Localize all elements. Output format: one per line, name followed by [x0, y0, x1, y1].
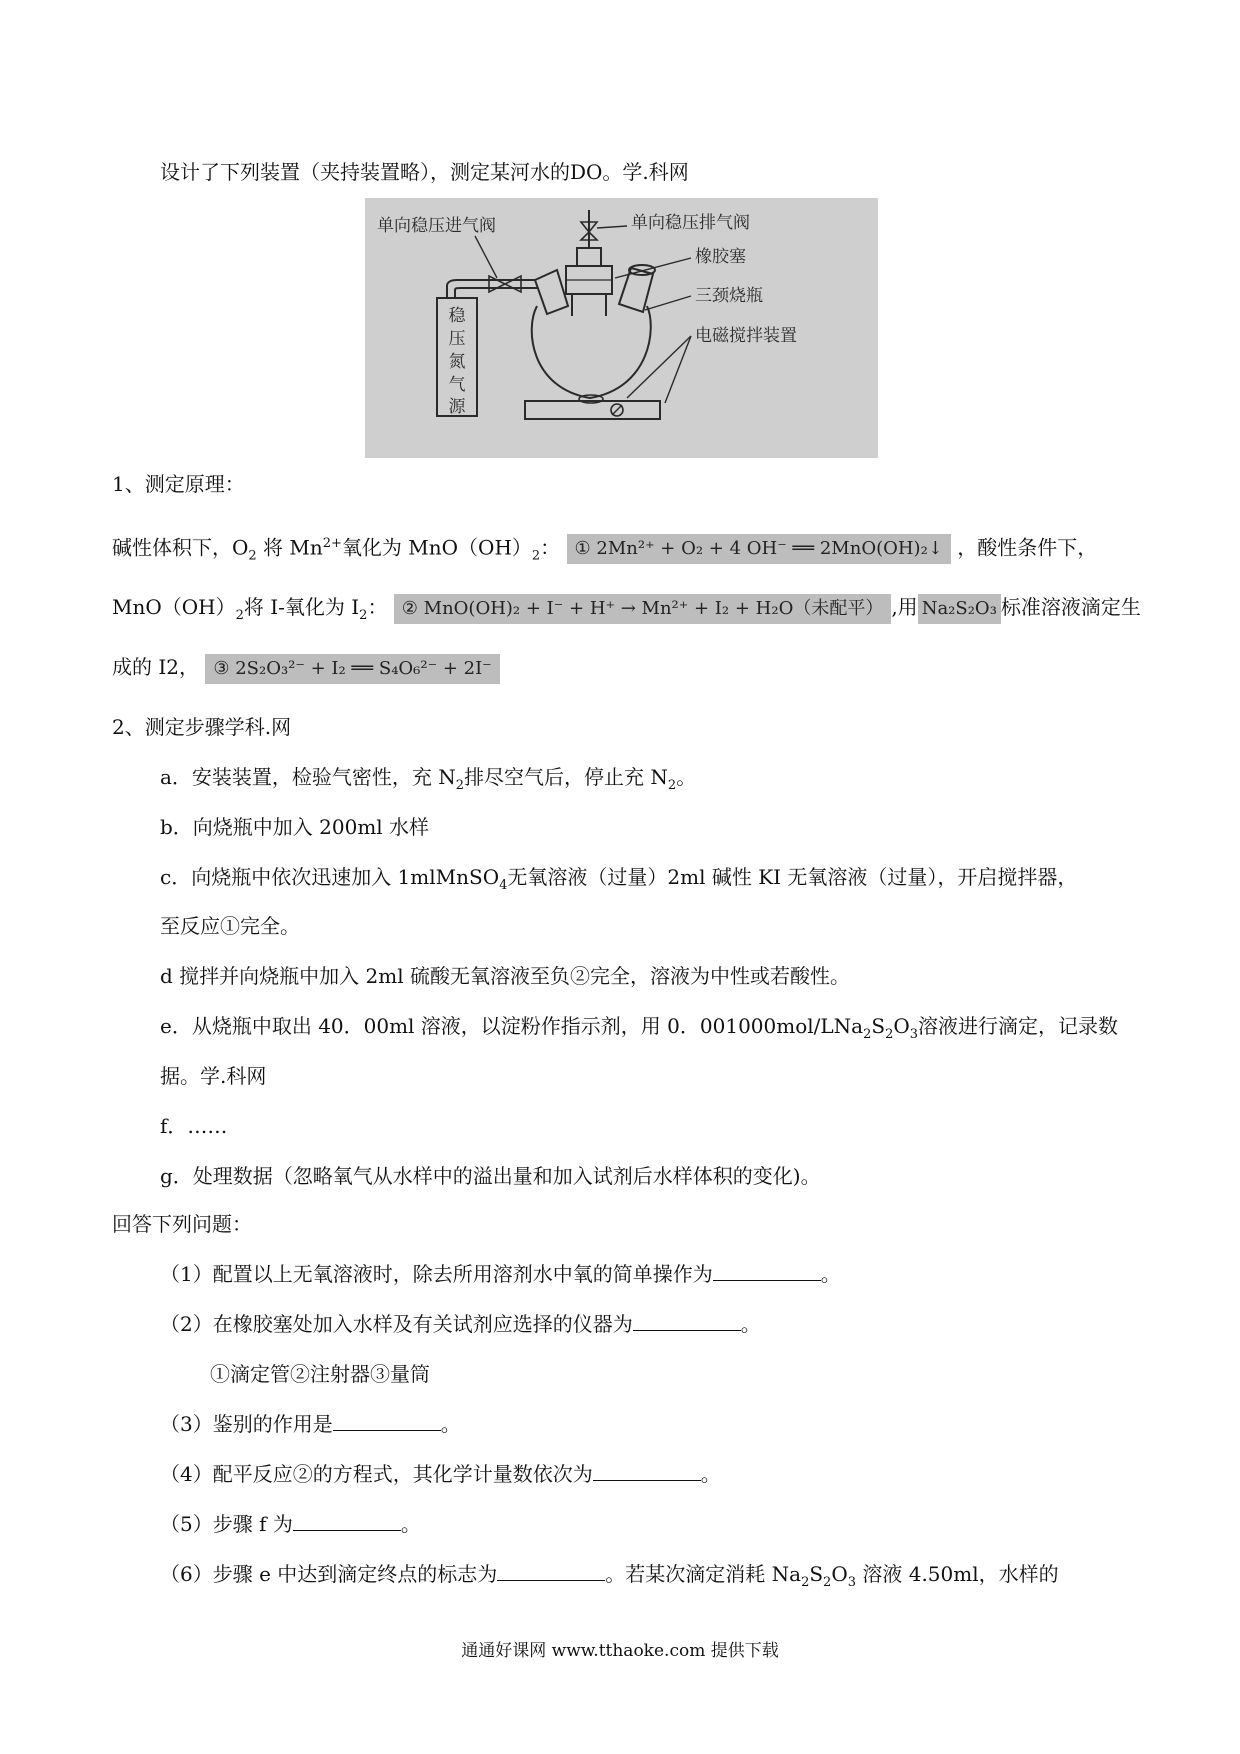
- text-run: ：: [540, 535, 561, 560]
- text-run: 。: [400, 1512, 421, 1536]
- section-2-title: 2、测定步骤学科.网: [112, 715, 292, 739]
- gas-source-char: 源: [448, 397, 466, 417]
- text-run: 。若某次滴定消耗 Na: [605, 1562, 802, 1586]
- text-run: 。: [740, 1312, 761, 1336]
- inlet-valve-label: 单向稳压进气阀: [377, 216, 496, 236]
- subscript: 3: [909, 1027, 919, 1042]
- text-run: 。: [676, 765, 697, 789]
- text-run: （4）配平反应②的方程式，其化学计量数依次为: [160, 1462, 593, 1486]
- stirrer-label: 电磁搅拌装置: [695, 326, 797, 346]
- principle-line-1: [112, 530, 1097, 571]
- question-5: [160, 1510, 421, 1538]
- subscript: 2: [531, 548, 541, 564]
- text-run: 。: [440, 1412, 461, 1436]
- gas-source-char: 压: [448, 329, 466, 349]
- subscript: 4: [499, 878, 508, 893]
- text-run: 排尽空气后，停止充 N: [464, 765, 668, 789]
- text-run: 溶液进行滴定，记录数: [918, 1014, 1119, 1038]
- page-footer: 通通好课网 www.tthaoke.com 提供下载: [461, 1641, 779, 1661]
- text-run: （6）步骤 e 中达到滴定终点的标志为: [160, 1562, 498, 1586]
- subscript: 2: [667, 778, 677, 793]
- subscript: 2: [885, 1027, 894, 1042]
- text-run: （5）步骤 f 为: [160, 1512, 293, 1536]
- questions-title: 回答下列问题：: [112, 1212, 252, 1236]
- text-run: ：: [367, 595, 388, 619]
- text-run: O: [893, 1014, 910, 1038]
- reagent-label: Na₂S₂O₃: [918, 594, 1001, 624]
- step-b: b．向烧瓶中加入 200ml 水样: [160, 815, 430, 839]
- gas-source-char: 氮: [448, 352, 466, 372]
- principle-line-2: [112, 593, 1141, 630]
- question-4: [160, 1460, 721, 1488]
- text-run: 成的 I2，: [112, 655, 199, 679]
- answer-blank[interactable]: [333, 1410, 441, 1431]
- subscript: 2: [801, 1575, 810, 1590]
- answer-blank[interactable]: [497, 1560, 605, 1581]
- answer-blank[interactable]: [593, 1460, 701, 1481]
- text-run: （2）在橡胶塞处加入水样及有关试剂应选择的仪器为: [160, 1312, 633, 1336]
- equation-3: ③ 2S₂O₃²⁻ + I₂ ══ S₄O₆²⁻ + 2I⁻: [205, 654, 499, 684]
- subscript: 2: [248, 548, 257, 564]
- apparatus-figure: [365, 198, 878, 458]
- text-run: （3）鉴别的作用是: [160, 1412, 333, 1436]
- question-2-options: ①滴定管②注射器③量筒: [210, 1362, 430, 1386]
- text-run: 。: [820, 1262, 841, 1286]
- text-run: 溶液 4.50ml，水样的: [856, 1562, 1059, 1586]
- subscript: 3: [847, 1575, 857, 1590]
- text-run: a．安装装置，检验气密性，充 N: [160, 765, 456, 789]
- subscript: 2: [235, 608, 244, 623]
- step-a: [160, 763, 696, 800]
- text-run: 将 Mn: [256, 535, 323, 560]
- text-run: e．从烧瓶中取出 40．00ml 溶液，以淀粉作指示剂，用 0．001000mol/LNa: [160, 1014, 864, 1038]
- apparatus-diagram: [365, 198, 878, 458]
- step-e-line-1: [160, 1012, 1118, 1049]
- flask-body: [532, 306, 651, 398]
- text-run: ，酸性条件下，: [957, 535, 1098, 560]
- text-run: （1）配置以上无氧溶液时，除去所用溶剂水中氧的简单操作为: [160, 1262, 713, 1286]
- exhaust-valve-label: 单向稳压排气阀: [631, 213, 750, 233]
- intro-text: 设计了下列装置（夹持装置略），测定某河水的DO。学.科网: [160, 160, 689, 184]
- text-run: 氧化为 MnO（OH）: [341, 535, 532, 560]
- superscript: 2+: [322, 536, 342, 551]
- question-3: [160, 1410, 461, 1438]
- step-c-line-1: [160, 863, 1077, 900]
- text-run: 碱性体积下，O: [112, 535, 249, 560]
- step-d: d 搅拌并向烧瓶中加入 2ml 硫酸无氧溶液至负②完全，溶液为中性或若酸性。: [160, 964, 850, 988]
- text-run: 无氧溶液（过量）2ml 碱性 KI 无氧溶液（过量），开启搅拌器，: [507, 865, 1078, 889]
- rubber-stopper-label: 橡胶塞: [695, 247, 746, 267]
- text-run: 标准溶液滴定生: [1000, 595, 1141, 619]
- answer-blank[interactable]: [293, 1510, 401, 1531]
- text-run: O: [831, 1562, 848, 1586]
- subscript: 2: [359, 608, 368, 623]
- text-run: 将 I-氧化为 I: [243, 595, 360, 619]
- principle-line-3: [112, 653, 500, 684]
- text-run: ,用: [891, 595, 918, 619]
- step-e-line-2: 据。学.科网: [160, 1064, 267, 1088]
- text-run: c．向烧瓶中依次迅速加入 1mlMnSO: [160, 865, 500, 889]
- subscript: 2: [863, 1027, 872, 1042]
- text-run: 。: [700, 1462, 721, 1486]
- text-run: S: [809, 1562, 824, 1586]
- three-neck-flask-label: 三颈烧瓶: [695, 286, 763, 306]
- step-c-line-2: 至反应①完全。: [160, 914, 300, 938]
- answer-blank[interactable]: [633, 1310, 741, 1331]
- text-run: S: [871, 1014, 886, 1038]
- subscript: 2: [455, 778, 465, 793]
- section-1-title: 1、测定原理：: [112, 472, 245, 496]
- question-6: [160, 1560, 1059, 1597]
- subscript: 2: [823, 1575, 832, 1590]
- question-2: [160, 1310, 761, 1338]
- equation-2: ② MnO(OH)₂ + I⁻ + H⁺ → Mn²⁺ + I₂ + H₂O（未配平）: [394, 594, 892, 624]
- gas-source-char: 气: [448, 375, 466, 395]
- step-f: f．……: [160, 1114, 228, 1138]
- step-g: g．处理数据（忽略氧气从水样中的溢出量和加入试剂后水样体积的变化)。: [160, 1164, 821, 1188]
- answer-blank[interactable]: [713, 1260, 821, 1281]
- equation-1: ① 2Mn²⁺ + O₂ + 4 OH⁻ ══ 2MnO(OH)₂↓: [567, 534, 951, 564]
- question-1: [160, 1260, 841, 1288]
- gas-source-char: 稳: [448, 306, 466, 326]
- text-run: MnO（OH）: [112, 595, 236, 619]
